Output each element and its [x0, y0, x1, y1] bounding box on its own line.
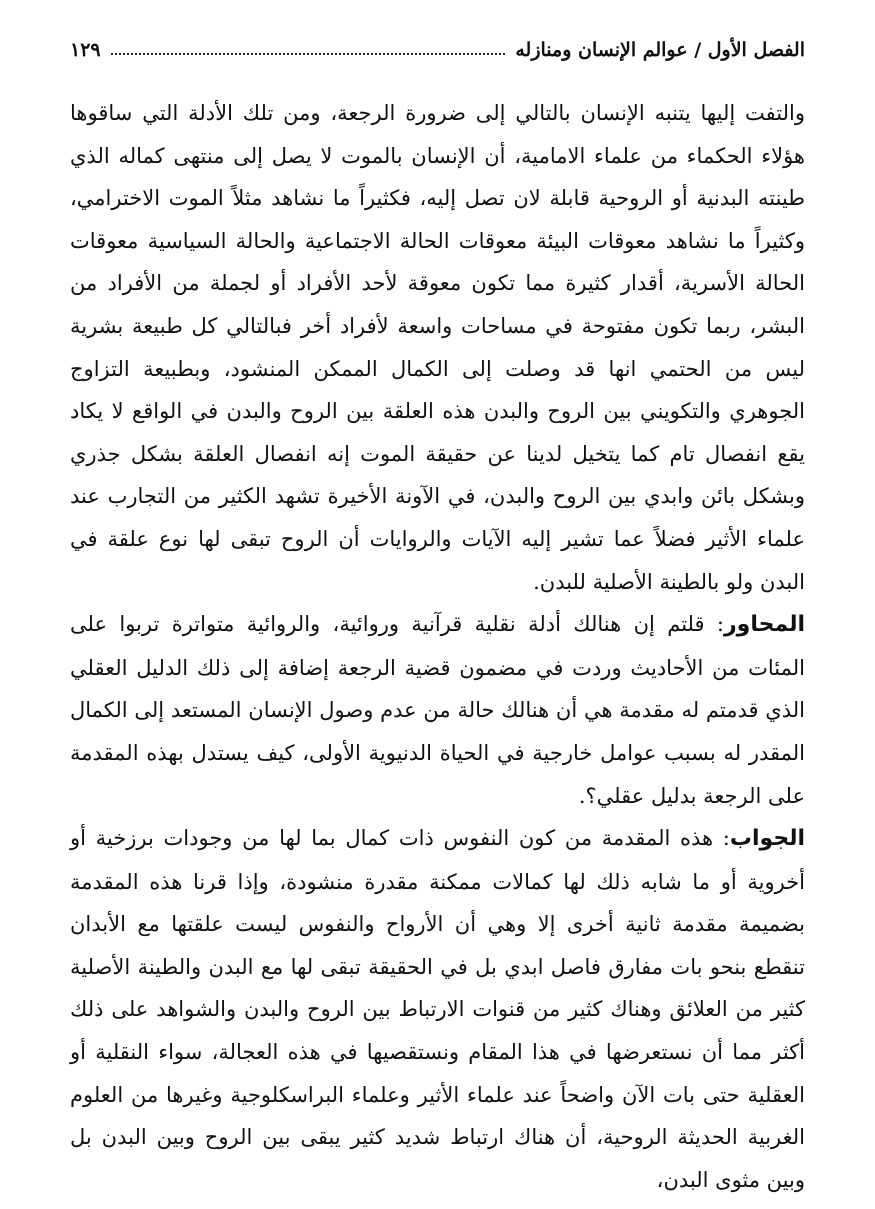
paragraph-1: والتفت إليها يتنبه الإنسان بالتالي إلى ضرورة الرجعة، ومن تلك الأدلة التي ساقوها هؤلاء الحكماء من علماء الامامية، أن الإنسان بالموت لا يصل إلى منتهى كماله الذي طينته البدنية أو الروحية قابلة لان تصل إليه، فكثيراً ما نشاهد مثلاً الموت الاخترامي، وكثيراً ما نشاهد معوقات البيئة معوقات الحالة الاجتماعية والحالة السياسية معوقات الحالة الأسرية، أقدار كثيرة مما تكون معوقة لأحد الأفراد أو لجملة من الأفراد من البشر، ربما تكون مفتوحة في مساحات واسعة لأفراد أخر فبالتالي كل طبيعة بشرية ليس من الحتمي انها قد وصلت إلى الكمال الممكن المنشود، وبطبيعة التزاوج الجوهري والتكويني بين الروح والبدن هذه العلقة بين الروح والبدن في الواقع لا يكاد يقع انفصال تام كما يتخيل لدينا عن حقيقة الموت إنه انفصال العلقة بشكل جذري وبشكل بائن وابدي بين الروح والبدن، في الآونة الأخيرة تشهد الكثير من التجارب عند علماء الأثير فضلاً عما تشير إليه الآيات والروايات أن الروح تبقى لها نوع علقة في البدن ولو بالطينة الأصلية للبدن.	[70, 101, 805, 594]
body-text	[70, 92, 805, 1201]
paragraph-3	[70, 817, 805, 1201]
speaker-label-interlocutor: المحاور	[723, 612, 805, 638]
page-number: ١٢٩	[70, 39, 101, 61]
running-header	[70, 30, 805, 70]
speaker-label-answer: الجواب	[729, 826, 805, 852]
paragraph-2	[70, 603, 805, 817]
paragraph-2-text: : قلتم إن هنالك أدلة نقلية قرآنية وروائية، والروائية متواترة تربوا على المئات من الأحاديث وردت في مضمون قضية الرجعة إضافة إلى ذلك الدليل العقلي الذي قدمتم له مقدمة هي أن هنالك حالة من عدم وصول الإنسان المستعد إلى الكمال المقدر له بسبب عوامل خارجية في الحياة الدنيوية الأولى، كيف يستدل بهذه المقدمة على الرجعة بدليل عقلي؟.	[70, 612, 805, 808]
header-dot-leader	[111, 53, 506, 55]
chapter-title: الفصل الأول / عوالم الإنسان ومنازله	[515, 39, 805, 61]
paragraph-3-text: : هذه المقدمة من كون النفوس ذات كمال بما لها من وجودات برزخية أو أخروية أو ما شابه ذلك لها كمالات ممكنة مقدرة منشودة، وإذا قرنا هذه المقدمة بضميمة مقدمة ثانية أخرى إلا وهي أن الأرواح والنفوس ليست علقتها مع الأبدان تنقطع بنحو بات مفارق فاصل ابدي بل في الحقيقة تبقى لها مع البدن والطينة الأصلية كثير من العلائق وهناك كثير من قنوات الارتباط بين الروح والبدن والشواهد على ذلك أكثر مما أن نستعرضها في هذا المقام ونستقصيها في هذه العجالة، سواء النقلية أو العقلية حتى بات الآن واضحاً عند علماء الأثير وعلماء البراسكلوجية وغيرها من العلوم الغربية الحديثة الروحية، أن هناك ارتباط شديد كثير يبقى بين الروح وبين البدن بل وبين مثوى البدن،	[70, 826, 805, 1192]
